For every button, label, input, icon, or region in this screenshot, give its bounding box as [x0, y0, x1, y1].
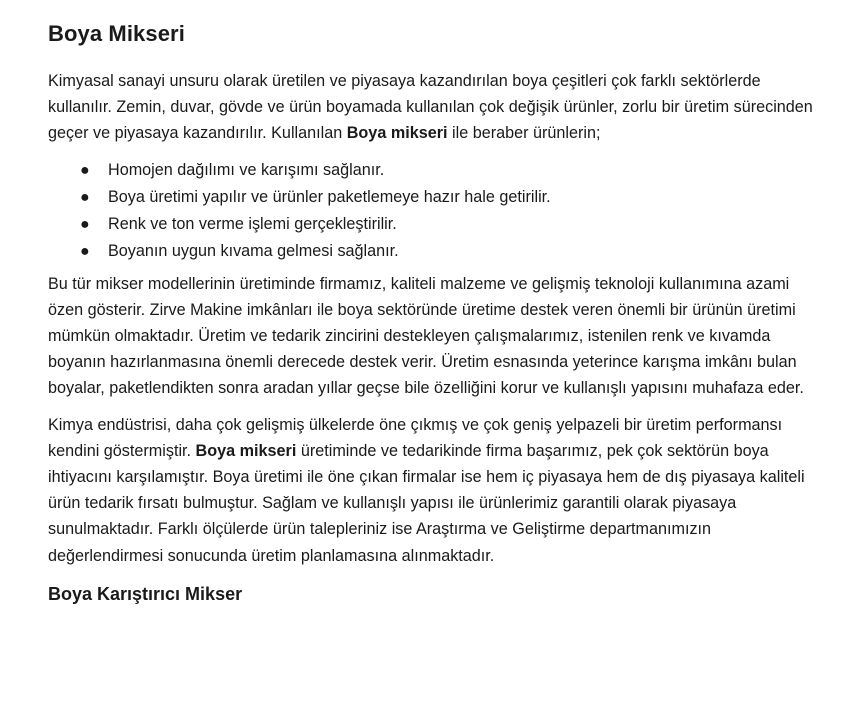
para3-bold-term: Boya mikseri: [195, 441, 297, 460]
feature-list: [48, 157, 821, 265]
para3-text-start: Kimya endüstrisi, daha çok gelişmiş ülkelerde öne çıkmış ve çok geniş yelpazeli bir üretim performansı kendini göstermiştir.: [48, 415, 783, 460]
body-paragraph-3: [48, 412, 821, 569]
para3-text-end: üretiminde ve tedarikinde firma başarımız, pek çok sektörün boya ihtiyacını karşılamıştır. Boya üretimi ile öne çıkan firmalar ise hem iç piyasaya hem de dış piyasaya kaliteli ürün tedarik fırsatı bulmuştur. Sağlam ve kullanışlı yapısı ile ürünlerimiz garantili olarak piyasaya sunulmaktadır. Farklı ölçülerde ürün talepleriniz ise Araştırma ve Geliştirme departmanımızın değerlendirmesi sonucunda üretim planlamasına alınmaktadır.: [48, 441, 805, 565]
intro-text-end: ile beraber ürünlerin;: [447, 124, 601, 143]
section-heading: Boya Karıştırıcı Mikser: [48, 583, 243, 604]
intro-paragraph: [48, 68, 821, 147]
bullet-icon: ●: [80, 242, 90, 260]
list-item: [48, 238, 821, 265]
intro-text-start: Kimyasal sanayi unsuru olarak üretilen ve piyasaya kazandırılan boya çeşitleri çok farklı sektörlerde kullanılır. Zemin, duvar, gövde ve ürün boyamada kullanılan çok değişik ürünler, zorlu bir üretim sürecinden geçer ve piyasaya kazandırılır. Kullanılan: [48, 72, 813, 143]
bullet-icon: ●: [80, 161, 90, 179]
list-item-text: Boya üretimi yapılır ve ürünler paketlemeye hazır hale getirilir.: [108, 187, 551, 206]
body-paragraph-2: Bu tür mikser modellerinin üretiminde firmamız, kaliteli malzeme ve gelişmiş teknoloji kullanımına azami özen gösterir. Zirve Makine imkânları ile boya sektöründe üretime destek veren önemli bir ürünün üretimi mümkün olmaktadır. Üretim ve tedarik zincirini destekleyen çalışmalarımız, istenilen renk ve kıvamda boyanın hazırlanmasına önemli derecede destek verir. Üretim esnasında yeterince karışma imkânı bulan boyalar, paketlendikten sonra aradan yıllar geçse bile özelliğini korur ve kullanışlı yapısını muhafaza eder.: [48, 274, 804, 398]
list-item-text: Renk ve ton verme işlemi gerçekleştirilir.: [108, 214, 397, 233]
list-item: [48, 184, 821, 211]
list-item: [48, 211, 821, 238]
bullet-icon: ●: [80, 215, 90, 233]
page-title: Boya Mikseri: [48, 21, 185, 46]
list-item-text: Homojen dağılımı ve karışımı sağlanır.: [108, 160, 385, 179]
intro-bold-term: Boya mikseri: [346, 124, 448, 143]
list-item: [48, 157, 821, 184]
bullet-icon: ●: [80, 188, 90, 206]
list-item-text: Boyanın uygun kıvama gelmesi sağlanır.: [108, 241, 399, 260]
